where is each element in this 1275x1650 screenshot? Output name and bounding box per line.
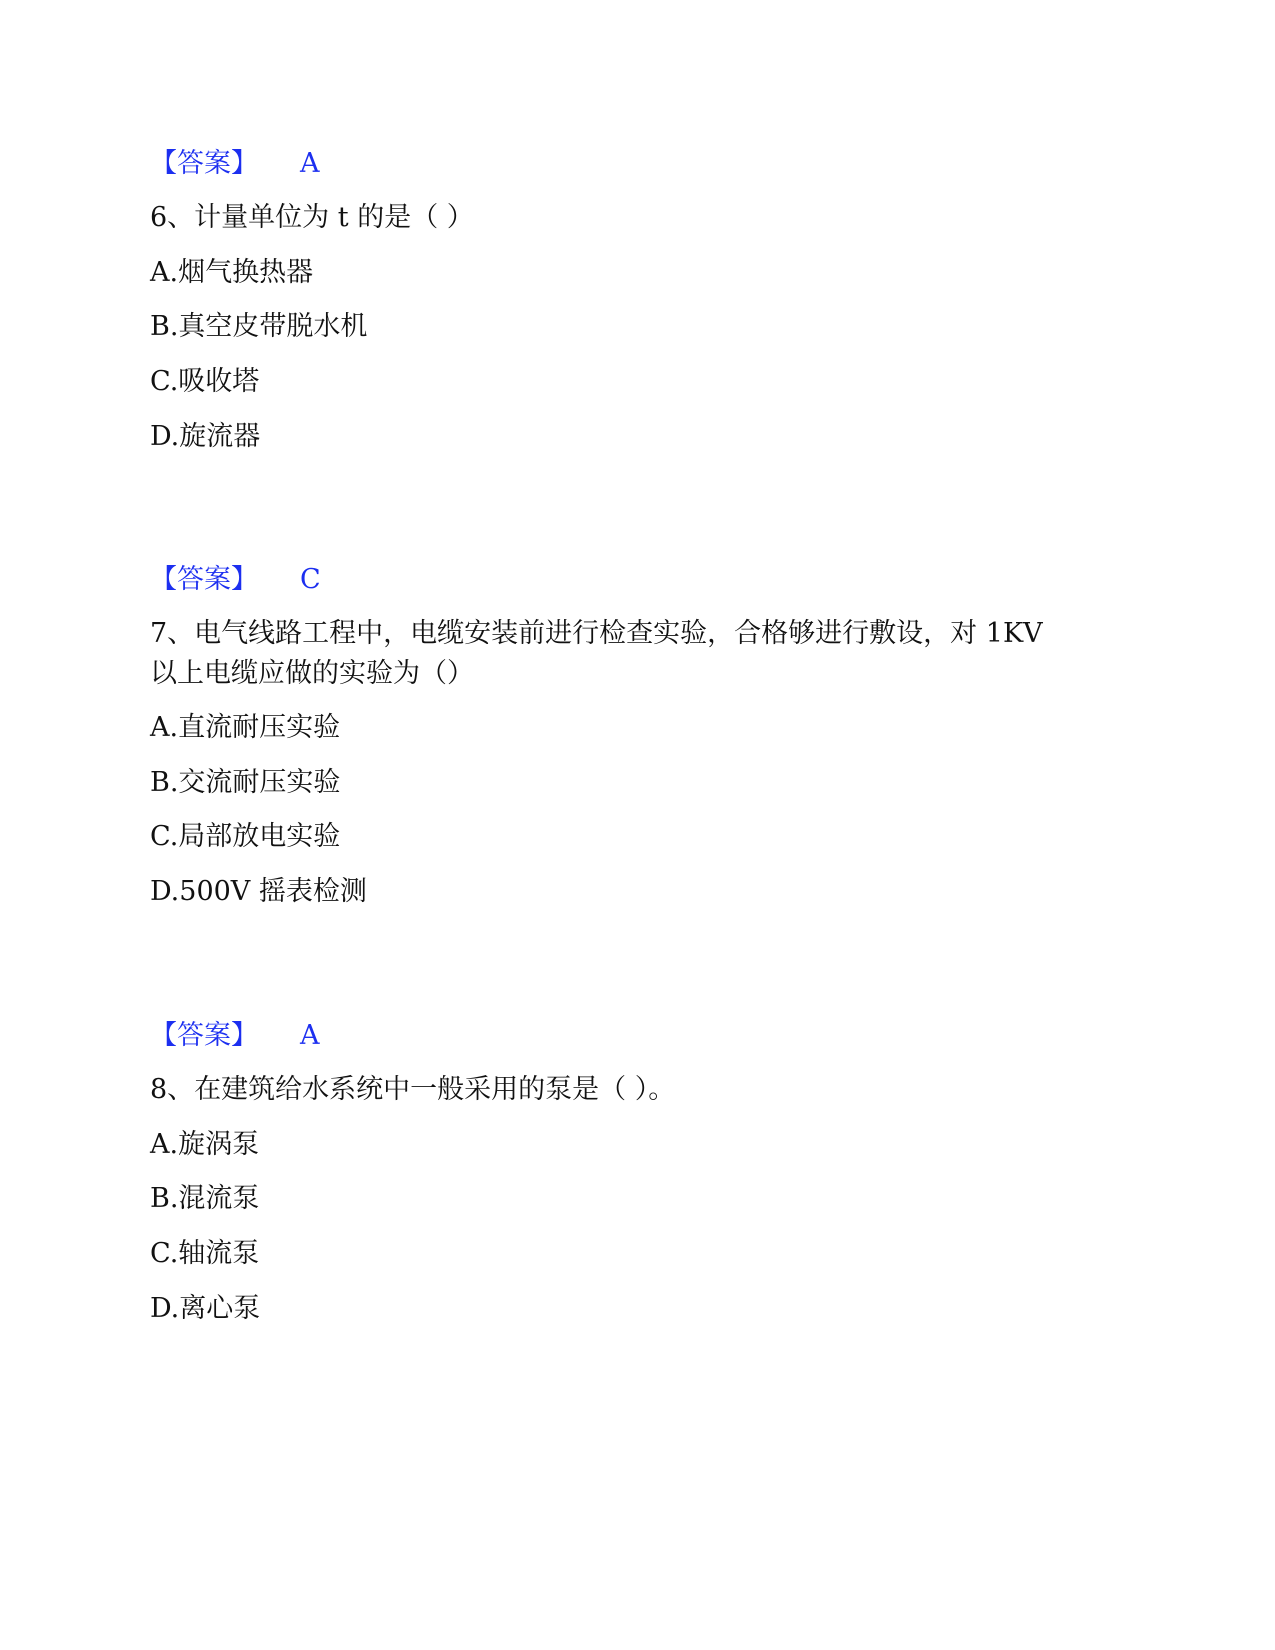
answer-line-q6 <box>150 563 321 597</box>
q6-option-d: D.旋流器 <box>150 421 261 452</box>
q7-option-b: B.交流耐压实验 <box>150 767 341 798</box>
answer-value: A <box>300 148 320 179</box>
answer-label: 【答案】 <box>150 148 258 179</box>
answer-label: 【答案】 <box>150 564 258 595</box>
q7-option-c: C.局部放电实验 <box>150 821 341 852</box>
q8-option-b: B.混流泵 <box>150 1183 260 1214</box>
question-7-text-line-1: 7、电气线路工程中，电缆安装前进行检查实验，合格够进行敷设，对 1KV <box>150 618 1043 649</box>
question-7-text-line-2: 以上电缆应做的实验为（） <box>150 658 474 689</box>
q8-option-a: A.旋涡泵 <box>150 1129 260 1160</box>
answer-line-q7 <box>150 1019 320 1053</box>
q6-option-b: B.真空皮带脱水机 <box>150 311 368 342</box>
question-8-text: 8、在建筑给水系统中一般采用的泵是（ ）。 <box>150 1074 676 1105</box>
q8-option-d: D.离心泵 <box>150 1293 261 1324</box>
question-6-text: 6、计量单位为 t 的是（ ） <box>150 202 474 233</box>
answer-value: A <box>300 1020 320 1051</box>
q6-option-c: C.吸收塔 <box>150 366 260 397</box>
answer-value: C <box>300 564 321 595</box>
q8-option-c: C.轴流泵 <box>150 1238 260 1269</box>
q7-option-d: D.500V 摇表检测 <box>150 876 367 907</box>
answer-label: 【答案】 <box>150 1020 258 1051</box>
q7-option-a: A.直流耐压实验 <box>150 712 341 743</box>
answer-line-q5 <box>150 147 320 181</box>
q6-option-a: A.烟气换热器 <box>150 257 314 288</box>
